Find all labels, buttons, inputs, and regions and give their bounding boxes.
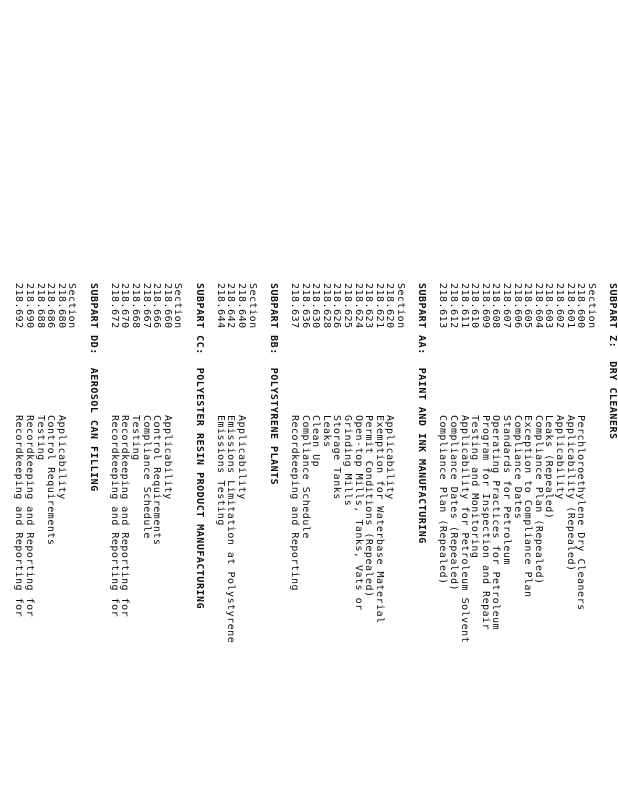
section-number: 218.612: [448, 283, 459, 329]
column-header: [586, 283, 597, 329]
section-number: 218.621: [373, 283, 385, 329]
section-title: Recordkeeping and Reporting for: [24, 415, 35, 618]
subpart-title-text: SUBPART DD: AEROSOL CAN FILLING: [87, 283, 99, 492]
column-header-text: Section: [246, 283, 258, 329]
section-title: Standards for Petroleum: [501, 415, 512, 565]
toc-row: [151, 283, 162, 545]
section-number: 218.640: [236, 283, 247, 329]
section-title: Recordkeeping and Reporting for: [108, 415, 120, 618]
section-title: Compliance Plan (Repealed): [437, 415, 449, 585]
column-header-text: Section: [585, 283, 597, 329]
section-title: Testing: [130, 415, 141, 461]
section-number: 218.600: [575, 283, 587, 329]
section-number: 218.666: [151, 283, 163, 329]
column-header-text: Section: [395, 283, 406, 329]
section-number: 218.670: [119, 283, 131, 329]
toc-row: [533, 283, 544, 585]
section-number: 218.610: [469, 283, 481, 329]
section-number: 218.644: [214, 283, 226, 329]
toc-row: [374, 283, 385, 624]
toc-row: [109, 283, 120, 617]
section-number: 218.690: [24, 283, 35, 329]
column-header: [247, 283, 258, 329]
toc-row: [490, 283, 501, 630]
section-title: Operating Practices for Petroleum: [490, 415, 502, 631]
section-number: 218.601: [564, 283, 576, 329]
subpart-title: [88, 283, 99, 492]
section-number: 218.688: [34, 283, 46, 329]
toc-row: [342, 283, 353, 506]
section-title: Compliance Dates (Repealed): [448, 415, 459, 592]
toc-row: [459, 283, 470, 643]
section-title: Leaks: [320, 415, 332, 448]
subpart-title: [268, 283, 279, 485]
section-title: Permit Conditions (Repealed): [363, 415, 375, 598]
toc-row: [215, 283, 226, 526]
section-title: Program for Inspection and Repair: [479, 415, 491, 631]
toc-row: [384, 283, 395, 500]
section-title: Recordkeeping and Reporting for: [13, 415, 25, 618]
toc-row: [501, 283, 512, 565]
toc-row: [310, 283, 321, 467]
section-number: 218.623: [363, 283, 375, 329]
section-number: 218.637: [289, 283, 300, 329]
toc-row: [289, 283, 300, 591]
toc-row: [56, 283, 67, 500]
toc-row: [162, 283, 173, 500]
section-title: Compliance Plan (Repealed): [532, 415, 544, 585]
section-title: Compliance Dates: [511, 415, 523, 520]
section-number: 218.667: [140, 283, 152, 329]
subpart-title: [607, 283, 618, 440]
section-number: 218.603: [543, 283, 555, 329]
rotated-table-of-contents: [13, 283, 618, 800]
section-title: Leaks (Repealed): [543, 415, 555, 520]
section-number: 218.620: [384, 283, 396, 329]
section-title: Grinding Mills: [342, 415, 353, 507]
toc-row: [331, 283, 342, 500]
toc-row: [236, 283, 247, 500]
toc-row: [13, 283, 24, 617]
section-title: Applicability: [384, 415, 396, 500]
column-header: [66, 283, 77, 329]
section-number: 218.605: [522, 283, 534, 329]
toc-row: [522, 283, 533, 598]
section-title: Control Requirements: [45, 415, 57, 546]
toc-row: [24, 283, 35, 617]
section-number: 218.602: [554, 283, 565, 329]
section-title: Exception to Compliance Plan: [522, 415, 534, 598]
section-number: 218.626: [331, 283, 343, 329]
section-number: 218.609: [479, 283, 491, 329]
subpart-title-text: SUBPART AA: PAINT AND INK MANUFACTURING: [416, 283, 428, 544]
section-number: 218.613: [437, 283, 449, 329]
toc-row: [300, 283, 311, 539]
column-header-text: Section: [66, 283, 78, 329]
section-title: Storage Tanks: [331, 415, 343, 500]
section-title: Emissions Limitation at Polystyrene: [225, 415, 237, 644]
section-title: Clean Up: [310, 415, 322, 468]
section-title: Applicability: [554, 415, 565, 500]
subpart-title: [416, 283, 427, 544]
section-title: Compliance Schedule: [299, 415, 311, 539]
subpart-title-text: SUBPART BB: POLYSTYRENE PLANTS: [267, 283, 279, 486]
section-number: 218.642: [225, 283, 237, 329]
section-number: 218.611: [458, 283, 470, 329]
toc-row: [554, 283, 565, 500]
toc-row: [141, 283, 152, 539]
section-number: 218.604: [532, 283, 544, 329]
section-title: Emissions Testing: [214, 415, 226, 526]
section-number: 218.606: [511, 283, 523, 329]
section-title: Recordkeeping and Reporting: [289, 415, 300, 592]
column-header-text: Section: [172, 283, 184, 329]
section-number: 218.668: [130, 283, 141, 329]
column-header: [172, 283, 183, 329]
toc-row: [119, 283, 130, 617]
section-title: Testing and Monitoring: [469, 415, 481, 559]
toc-row: [469, 283, 480, 558]
toc-row: [543, 283, 554, 519]
section-number: 218.624: [352, 283, 364, 329]
section-title: Applicability: [236, 415, 247, 500]
toc-row: [130, 283, 141, 461]
toc-row: [512, 283, 523, 519]
column-header: [395, 283, 406, 329]
section-number: 218.625: [342, 283, 353, 329]
section-number: 218.630: [310, 283, 322, 329]
toc-row: [565, 283, 576, 572]
toc-row: [575, 283, 586, 611]
section-title: Applicability: [55, 415, 67, 500]
section-number: 218.692: [13, 283, 25, 329]
section-title: Control Requirements: [151, 415, 163, 546]
toc-row: [480, 283, 491, 630]
section-number: 218.636: [299, 283, 311, 329]
section-title: Exemption for Waterbase Material: [373, 415, 385, 624]
section-title: Recordkeeping and Reporting for: [119, 415, 131, 618]
subpart-title-text: SUBPART Z: DRY CLEANERS: [607, 283, 618, 440]
section-number: 218.628: [320, 283, 332, 329]
toc-row: [437, 283, 448, 585]
toc-row: [35, 283, 46, 461]
section-number: 218.607: [501, 283, 512, 329]
section-title: Applicability: [161, 415, 173, 500]
section-title: Perchloroethylene Dry Cleaners: [575, 415, 587, 611]
section-title: Applicability for Petroleum Solvent: [458, 415, 470, 644]
section-number: 218.608: [490, 283, 502, 329]
section-title: Compliance Schedule: [140, 415, 152, 539]
section-number: 218.686: [45, 283, 57, 329]
subpart-title-text: SUBPART CC: POLYESTER RESIN PRODUCT MANUFACTURING: [193, 283, 205, 610]
subpart-title: [194, 283, 205, 609]
section-number: 218.680: [55, 283, 67, 329]
toc-row: [321, 283, 332, 448]
toc-row: [353, 283, 364, 611]
section-number: 218.660: [161, 283, 173, 329]
section-title: Testing: [34, 415, 46, 461]
toc-row: [225, 283, 236, 643]
section-title: Open-top Mills, Tanks, Vats or: [352, 415, 364, 611]
section-number: 218.672: [108, 283, 120, 329]
toc-row: [363, 283, 374, 598]
toc-row: [448, 283, 459, 591]
section-title: Applicability (Repealed): [564, 415, 576, 572]
toc-row: [45, 283, 56, 545]
